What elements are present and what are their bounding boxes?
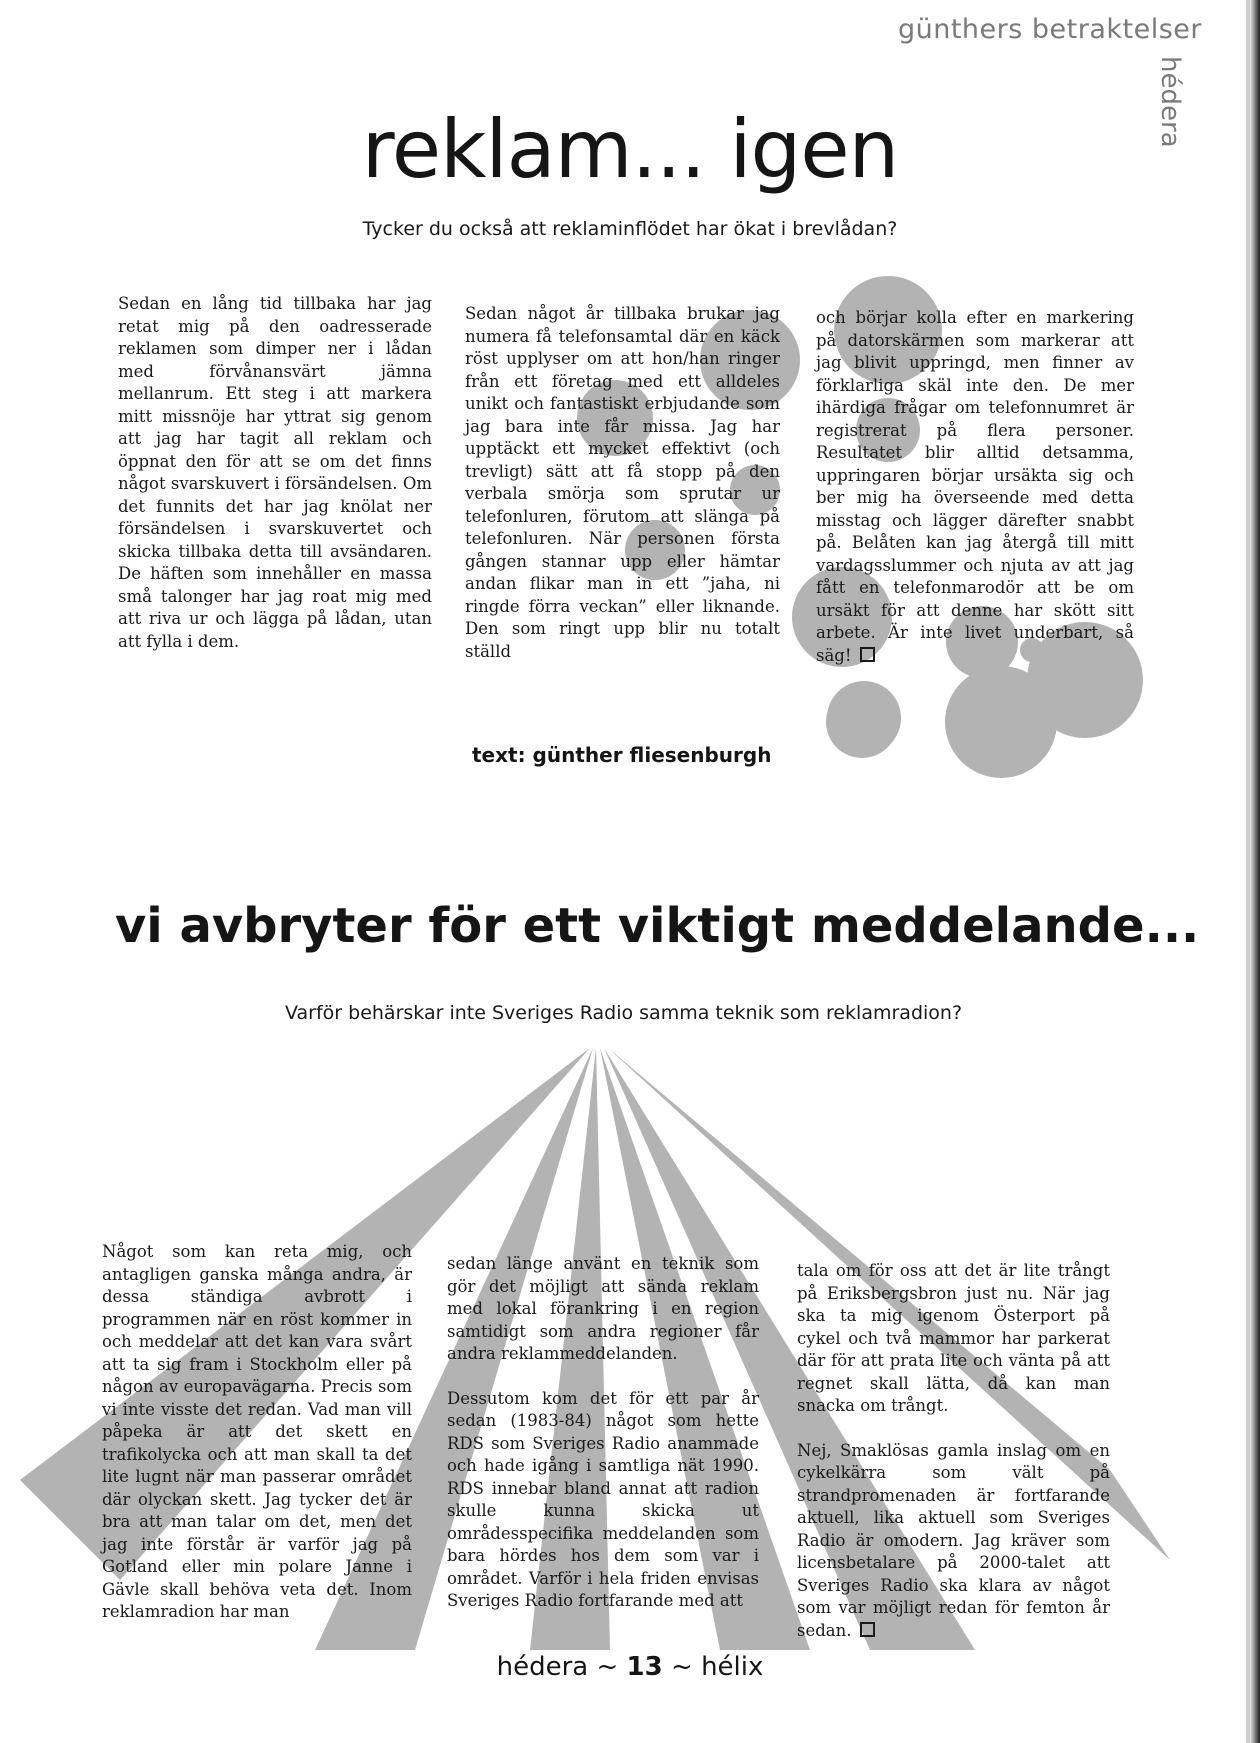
article2-column-2-para-2: Dessutom kom det för ett par år sedan (1983-84) något som hette RDS som Sveriges Radio anammade och hade igång i samtliga nät 1990. RDS innebar bland annat att radion skulle kunna skicka ut områdesspecifika meddelanden som bara hördes hos dem som var i området. Varför i hela friden envisas Sveriges Radio fortfarande med att	[447, 1388, 759, 1610]
end-mark-icon	[860, 647, 875, 662]
article2-column-2	[447, 1253, 759, 1613]
footer-left: hédera	[496, 1652, 589, 1682]
article1-column-1: Sedan en lång tid tillbaka har jag retat mig på den oadresserade reklamen som dimper ner i lådan med förvånansvärt jämna mellanrum. Ett steg i att markera mitt missnöje har yttrat sig genom att jag har tagit all reklam och öppnat den för att se om det finns något svarskuvert i försändelsen. Om det funnits det har jag knölat ner försändelsen i svarskuvertet och skicka tillbaka detta till avsändaren. De häften som innehåller en massa små talonger har jag roat mig med att riva ur och lägga på lådan, utan att fylla i dem.	[118, 294, 432, 651]
side-magazine-label: hédera	[1155, 56, 1185, 148]
article2-title: vi avbryter för ett viktigt meddelande...	[115, 898, 1200, 954]
article2-column-3-para-1: tala om för oss att det är lite trångt på Eriksbergsbron just nu. När jag ska ta mig igenom Österport på cykel och två mammor har parkerat där för att prata lite och vänta på att regnet skall lätta, då kan man snacka om trångt.	[797, 1261, 1110, 1415]
page-footer	[0, 1652, 1260, 1682]
footer-separator: ~	[671, 1652, 693, 1682]
footer-separator: ~	[596, 1652, 619, 1682]
end-mark-icon	[860, 1622, 875, 1637]
article1-column-3	[816, 307, 1134, 667]
article2-column-1: Något som kan reta mig, och antagligen ganska många andra, är dessa ständiga avbrott i programmen när en röst kommer in och meddelar att det kan vara svårt att ta sig fram i Stockholm eller på någon av europavägarna. Precis som vi inte visste det redan. Vad man vill påpeka är att det skett en trafikolycka och att man skall ta det lite lugnt när man passerar området där olyckan skett. Jag tycker det är bra att man talar om det, men det jag inte förstår är varför jag på Gotland eller min polare Janne i Gävle skall behöva veta det. Inom reklamradion har man	[102, 1242, 412, 1621]
article1-title: reklam... igen	[361, 103, 899, 196]
author-credit: text: günther fliesenburgh	[472, 743, 772, 767]
article2-column-3	[797, 1260, 1110, 1642]
article2-column-2-para-1: sedan länge använt en teknik som gör det möjligt att sända reklam med lokal förankring i en region samtidigt som andra regioner får andra reklammeddelanden.	[447, 1254, 759, 1363]
article2-column-3-para-2	[797, 1440, 1110, 1643]
article2-column-3-para-2-text: Nej, Smaklösas gamla inslag om en cykelkärra som vält på strandpromenaden är fortfarande aktuell, lika aktuell som Sveriges Radio är omodern. Jag kräver som licensbetalare på 2000-talet att Sveriges Radio ska klara av något som var möjligt redan för femton år sedan.	[797, 1440, 1110, 1640]
bubble	[945, 666, 1057, 778]
footer-right: hélix	[701, 1652, 764, 1682]
section-header: günthers betraktelser	[897, 14, 1202, 45]
page-number: 13	[626, 1652, 663, 1682]
bubble	[826, 686, 898, 758]
article2-subtitle: Varför behärskar inte Sveriges Radio samma teknik som reklamradion?	[285, 1002, 963, 1024]
article1-subtitle: Tycker du också att reklaminflödet har ökat i brevlådan?	[362, 218, 898, 240]
article1-column-3-text: och börjar kolla efter en markering på datorskärmen som markerar att jag blivit uppringd, men finner av förklarliga skäl inte den. De mer ihärdiga frågar om telefonnumret är registrerat på flera personer. Resultatet blir alltid detsamma, uppringaren börjar ursäkta sig och ber mig ha överseende med detta misstag och lägger därefter snabbt på. Belåten kan jag återgå till mitt vardagsslummer och njuta av att jag fått en telefonmarodör att be om ursäkt för att denne har skött sitt arbete. Är inte livet underbart, så säg!	[816, 308, 1134, 665]
article1-column-2: Sedan något år tillbaka brukar jag numera få telefonsamtal där en käck röst upplyser om att hon/han ringer från ett företag med ett alldeles unikt och fantastiskt erbjudande som jag bara inte får missa. Jag har upptäckt ett mycket effektivt (och trevligt) sätt att få stopp på den verbala smörja som sprutar ur telefonluren, förutom att slänga på telefonluren. När personen första gången stannar upp eller hämtar andan flikar man in ett ”jaha, ni ringde förra veckan” eller liknande. Den som ringt upp blir nu totalt ställd	[465, 304, 780, 661]
